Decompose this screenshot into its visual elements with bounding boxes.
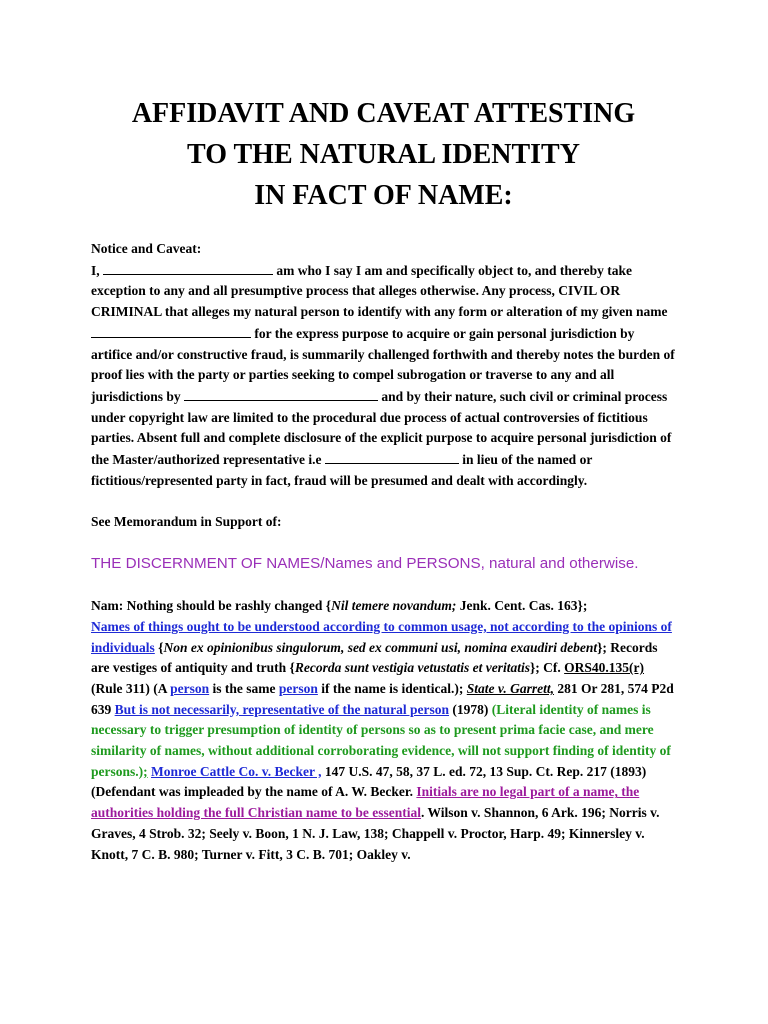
- memorandum-body: [91, 596, 676, 865]
- notice-heading: Notice and Caveat:: [91, 241, 202, 256]
- document-title: [91, 0, 676, 216]
- notice-text: for the express purpose to acquire or gain personal jurisdiction by artifice and/or constructive fraud, is summarily challenged forthwith and thereby notes the burden of proof lies with the party or parties seeking to compel subrogation or traverse to any and all jurisdictions by: [91, 325, 675, 404]
- memo-text: {: [154, 639, 164, 655]
- title-line-2: TO THE NATURAL IDENTITY: [187, 139, 580, 170]
- jurisdiction-blank-field[interactable]: [184, 386, 378, 401]
- memo-text: }; Records are vestiges of antiquity and truth {: [91, 639, 658, 676]
- title-line-3: IN FACT OF NAME:: [254, 180, 513, 211]
- notice-text: I,: [91, 262, 104, 278]
- green-note-semicolon: ;: [143, 763, 148, 779]
- memo-text: 281 Or 281, 574 P2d 639: [91, 680, 674, 717]
- memo-latin-text: Non ex opinionibus singulorum, sed ex communi usi, nomina exaudiri debent: [163, 639, 598, 655]
- link-common-usage[interactable]: Names of things ought to be understood according to common usage, not according to the opinions of individuals: [91, 618, 672, 655]
- memo-text: (1978): [448, 701, 492, 717]
- name-blank-field[interactable]: [103, 260, 273, 275]
- see-memorandum: See Memorandum in Support of:: [91, 514, 282, 530]
- link-natural-person[interactable]: But is not necessarily, representative of the natural person: [114, 701, 449, 717]
- link-monroe-cattle[interactable]: Monroe Cattle Co. v. Becker ,: [151, 763, 322, 779]
- purple-note-initials: Initials are no legal part of a name, the authorities holding the full Christian name to be essential: [91, 784, 640, 821]
- notice-and-caveat: [91, 239, 676, 491]
- section-heading: THE DISCERNMENT OF NAMES/Names and PERSONS, natural and otherwise.: [91, 555, 639, 573]
- memo-text: Jenk. Cent. Cas. 163};: [456, 598, 588, 614]
- green-note-literal-identity: (Literal identity of names is necessary to trigger presumption of identity of persons so as to present prima facie case, and mere similarity of names, without additional corroborating evidence, will not support finding of identity of persons.): [91, 701, 671, 779]
- case-citation-garrett[interactable]: State v. Garrett,: [466, 680, 555, 696]
- memo-text: Nam: Nothing should be rashly changed {: [91, 598, 332, 614]
- memo-text: is the same: [209, 680, 279, 696]
- given-name-blank-field[interactable]: [91, 323, 251, 338]
- link-ors40135r[interactable]: ORS40.135(r): [564, 660, 645, 676]
- link-person[interactable]: person: [170, 680, 210, 696]
- notice-text: in lieu of the named or fictitious/represented party in fact, fraud will be presumed and dealt with accordingly.: [91, 452, 593, 488]
- memo-text: (Rule 311) (A: [91, 680, 171, 696]
- memo-text: 147 U.S. 47, 58, 37 L. ed. 72, 13 Sup. Ct. Rep. 217 (1893) (Defendant was impleaded by the name of A. W. Becker.: [91, 763, 647, 800]
- link-person[interactable]: person: [278, 680, 318, 696]
- notice-text: and by their nature, such civil or criminal process under copyright law are limited to the procedural due process of actual controversies of fictitious parties. Absent full and complete disclosure of the explicit purpose to acquire personal jurisdiction of the Master/authorized representative i.e: [91, 388, 672, 468]
- memo-text: . Wilson v. Shannon, 6 Ark. 196; Norris v. Graves, 4 Strob. 32; Seely v. Boon, 1 N. J. Law, 138; Chappell v. Proctor, Harp. 49; Kinnersley v. Knott, 7 C. B. 980; Turner v. Fitt, 3 C. B. 701; Oakley v.: [91, 805, 660, 862]
- title-line-1: AFFIDAVIT AND CAVEAT ATTESTING: [131, 98, 636, 129]
- memo-text: }; Cf.: [529, 660, 565, 676]
- representative-blank-field[interactable]: [325, 449, 459, 464]
- memo-text: if the name is identical.);: [317, 680, 467, 696]
- notice-body: [91, 260, 676, 492]
- memo-latin-text: Recorda sunt vestigia vetustatis et veritatis: [294, 660, 530, 676]
- notice-text: am who I say I am and specifically object to, and thereby take exception to any and all presumptive process that alleges otherwise. Any process, CIVIL OR CRIMINAL that alleges my natural person to identify with any form or alteration of my given name: [91, 262, 668, 320]
- memo-latin-text: Nil temere novandum;: [331, 598, 457, 614]
